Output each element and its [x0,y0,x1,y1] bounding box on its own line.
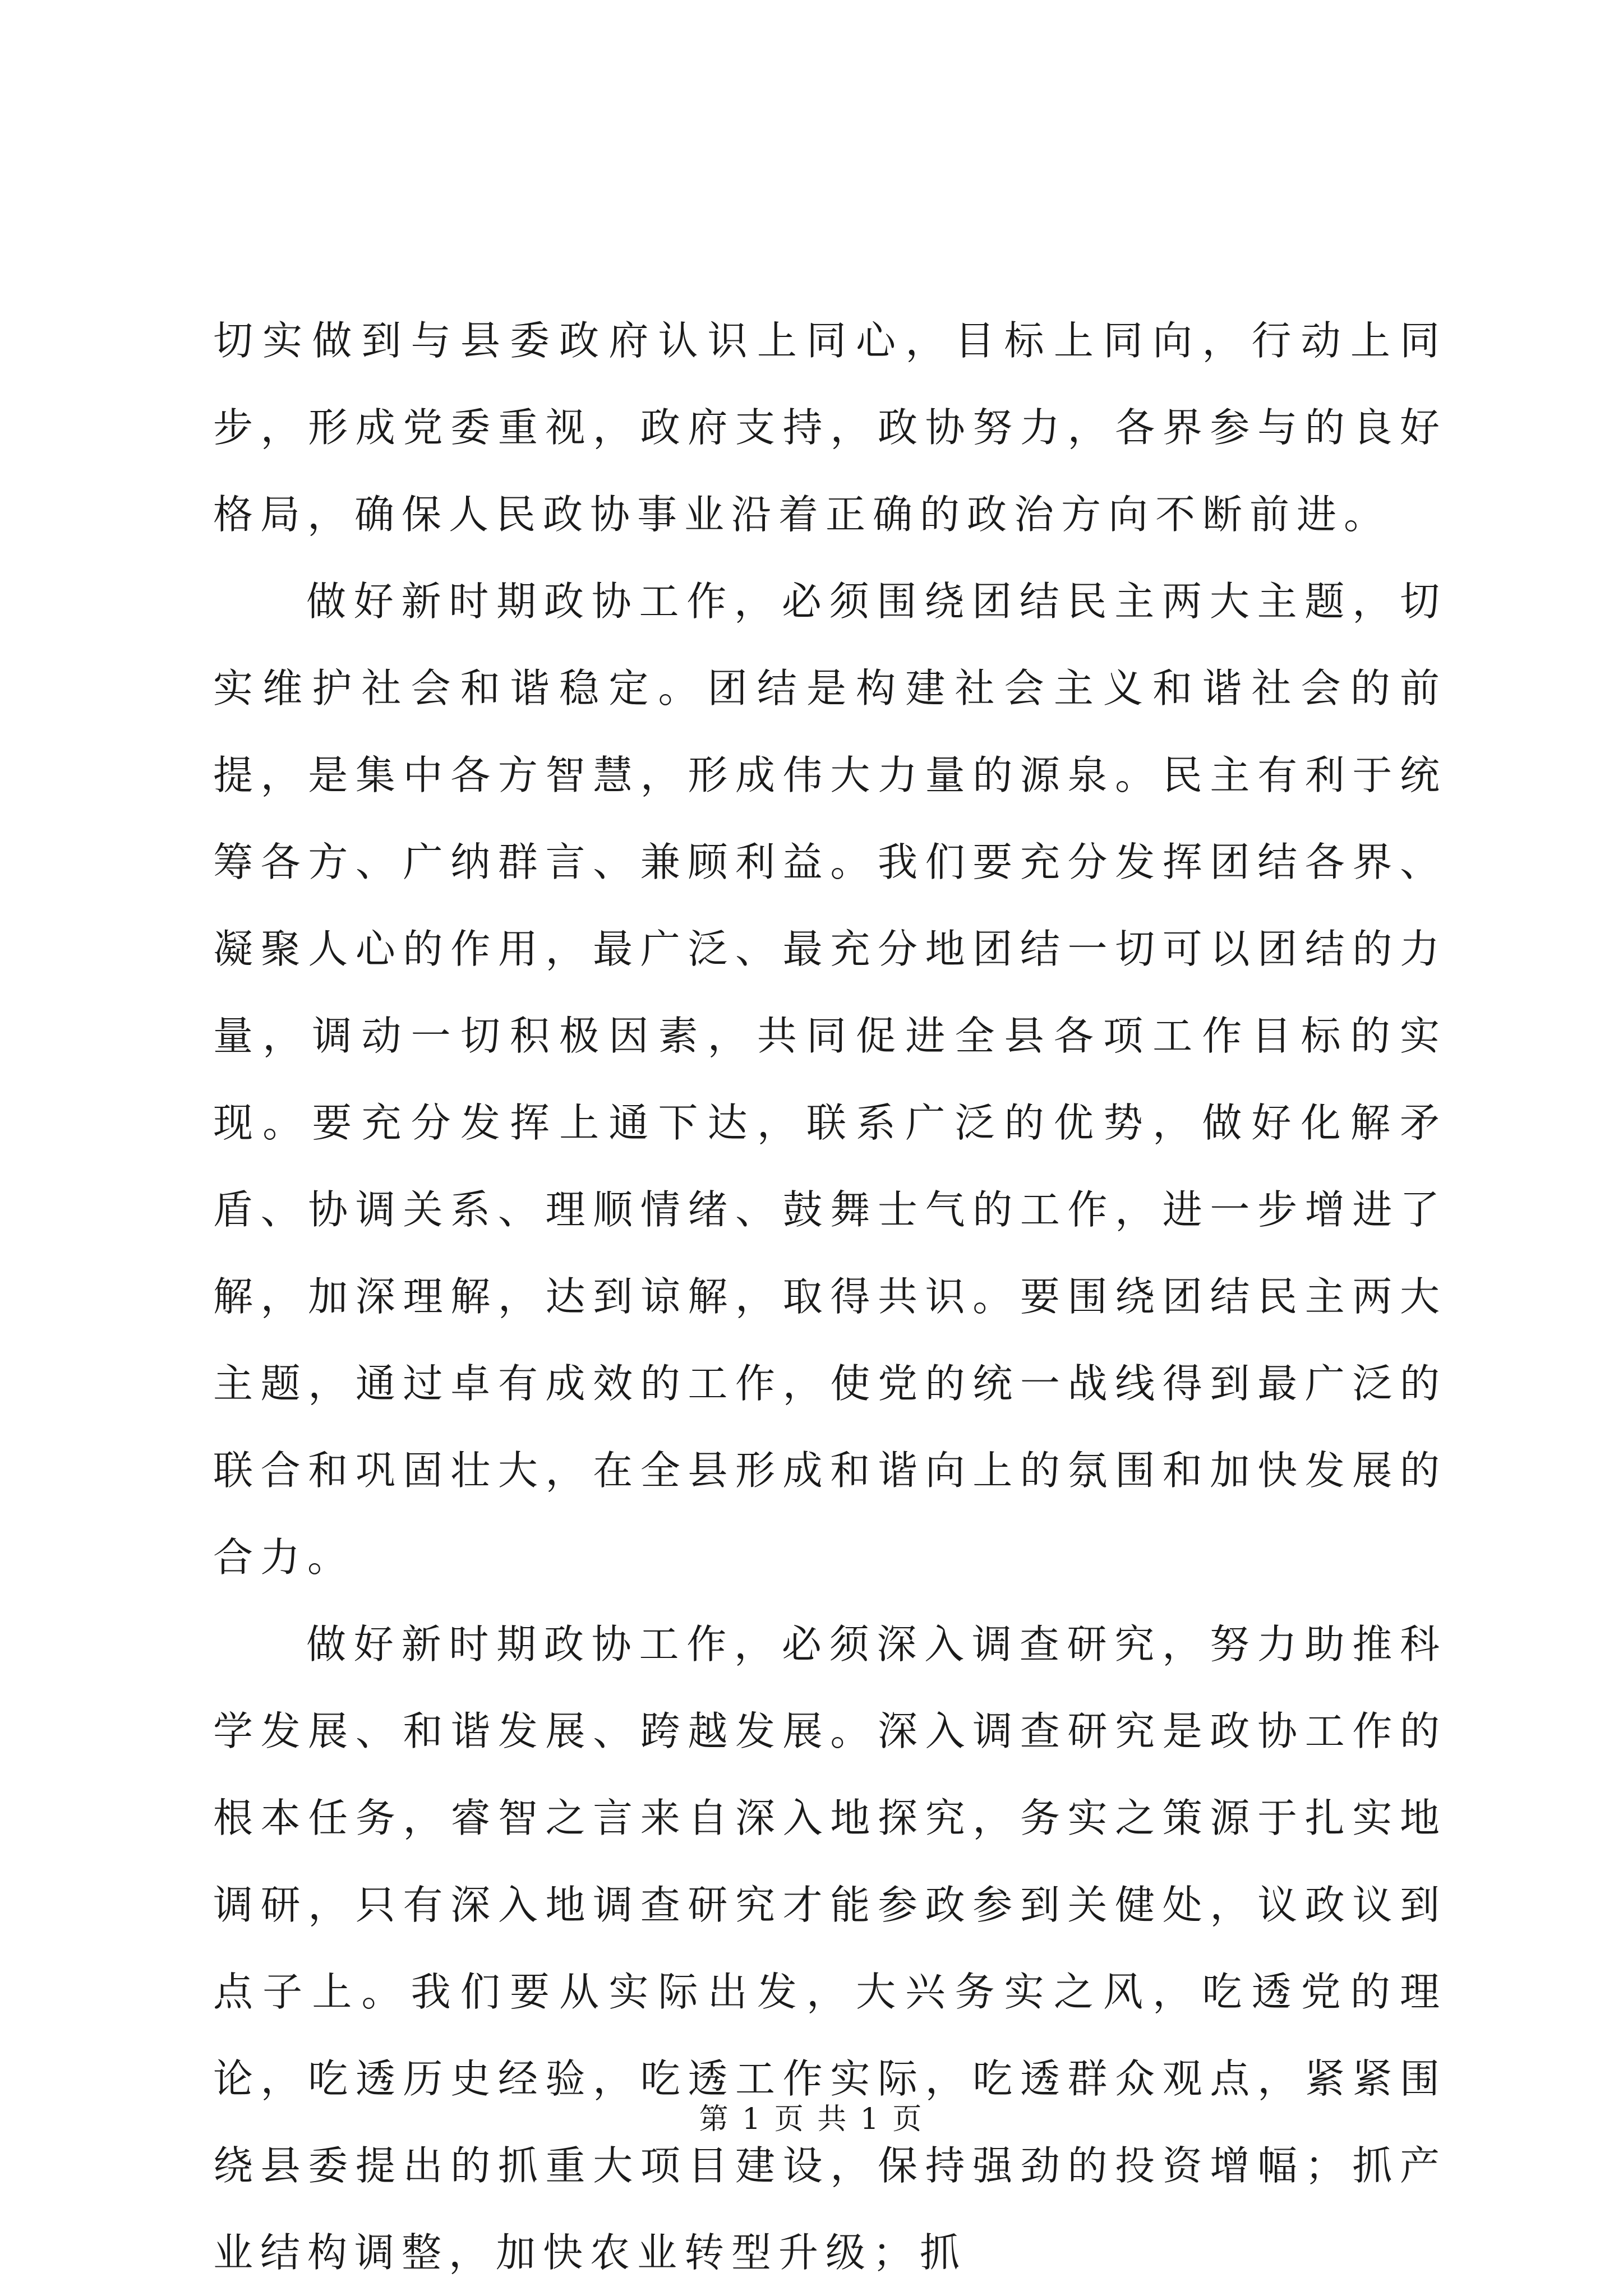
paragraph-1: 切实做到与县委政府认识上同心，目标上同向，行动上同步，形成党委重视，政府支持，政协努力，各界参与的良好格局，确保人民政协事业沿着正确的政治方向不断前进。 [213,317,1447,538]
paragraph-3: 做好新时期政协工作，必须深入调查研究，努力助推科学发展、和谐发展、跨越发展。深入调查研究是政协工作的根本任务，睿智之言来自深入地探究，务实之策源于扎实地调研，只有深入地调查研究才能参政参到关健处，议政议到点子上。我们要从实际出发，大兴务实之风，吃透党的理论，吃透历史经验，吃透工作实际，吃透群众观点，紧紧围绕县委提出的抓重大项目建设，保持强劲的投资增幅；抓产业结构调整，加快农业转型升级；抓 [213,1621,1447,2276]
page-number-footer: 第 1 页 共 1 页 [699,2103,924,2136]
document-body [213,297,1447,2296]
paragraph-2: 做好新时期政协工作，必须围绕团结民主两大主题，切实维护社会和谐稳定。团结是构建社会主义和谐社会的前提，是集中各方智慧，形成伟大力量的源泉。民主有利于统筹各方、广纳群言、兼顾利益。我们要充分发挥团结各界、凝聚人心的作用，最广泛、最充分地团结一切可以团结的力量，调动一切积极因素，共同促进全县各项工作目标的实现。要充分发挥上通下达，联系广泛的优势，做好化解矛盾、协调关系、理顺情绪、鼓舞士气的工作，进一步增进了解，加深理解，达到谅解，取得共识。要围绕团结民主两大主题，通过卓有成效的工作，使党的统一战线得到最广泛的联合和巩固壮大，在全县形成和谐向上的氛围和加快发展的合力。 [213,578,1447,1581]
